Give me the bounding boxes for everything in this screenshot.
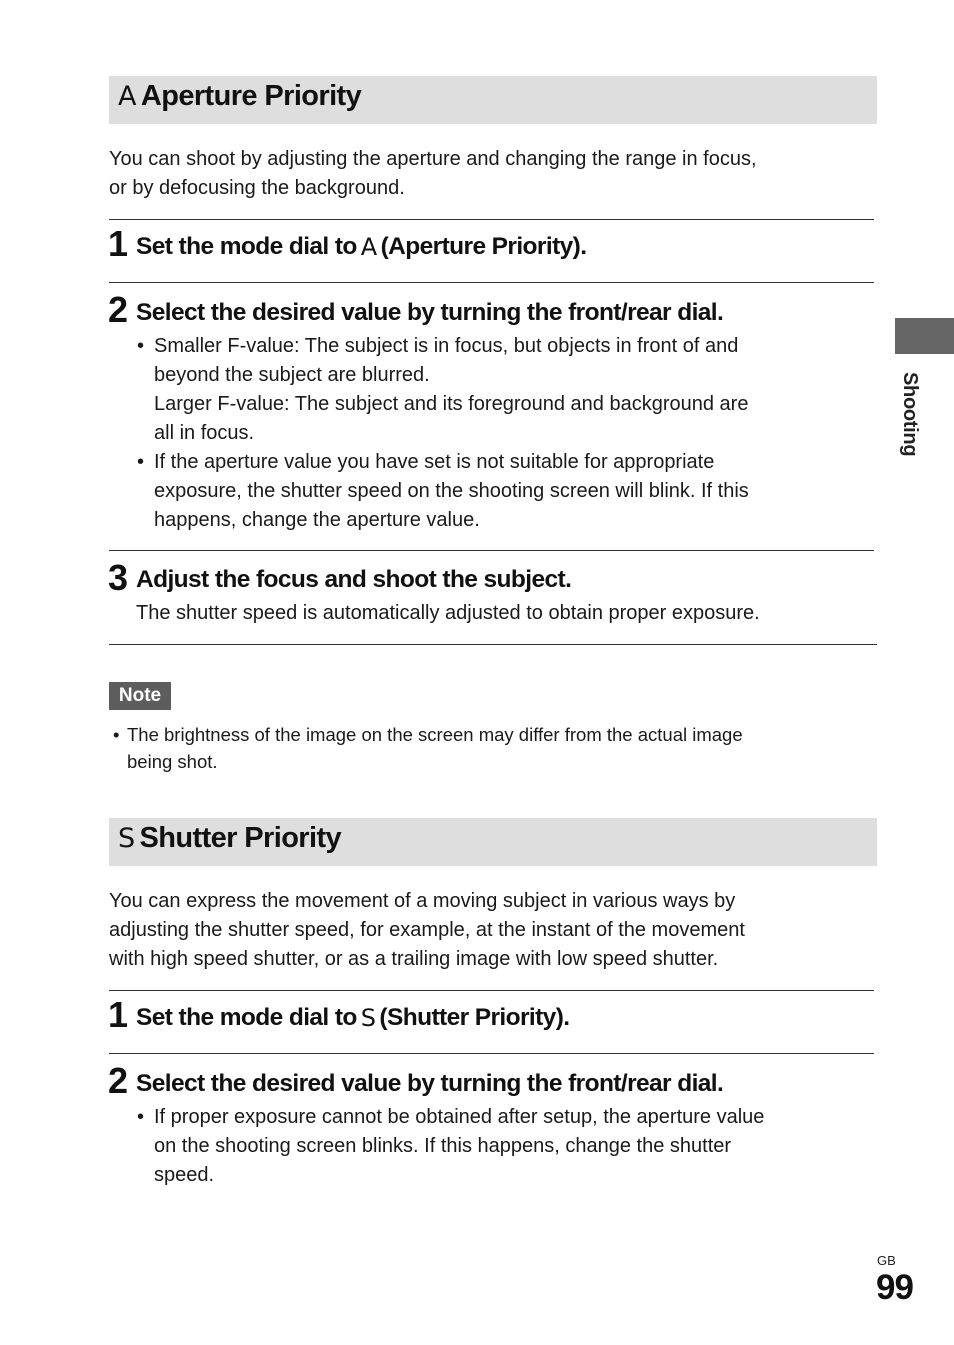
region-code: GB (877, 1253, 896, 1268)
divider (109, 550, 874, 551)
step-text-post: (Shutter Priority). (379, 1004, 570, 1031)
bullet-icon: • (113, 724, 120, 745)
divider (109, 1053, 874, 1054)
shutter-mode-icon: S (360, 1004, 376, 1032)
aperture-mode-icon: A (118, 81, 136, 112)
aperture-mode-icon: A (360, 233, 377, 261)
bullet-line: If proper exposure cannot be obtained after setup, the aperture value (154, 1106, 765, 1128)
note-badge: Note (109, 682, 171, 710)
divider (109, 219, 874, 220)
intro-line: or by defocusing the background. (109, 177, 405, 199)
section-title (118, 822, 341, 855)
step-instruction: Select the desired value by turning the front/rear dial. (136, 1070, 724, 1097)
bullet-icon: • (137, 451, 145, 473)
divider (109, 644, 877, 645)
step-text-post: (Aperture Priority). (380, 233, 587, 260)
note-line: being shot. (127, 751, 218, 772)
divider (109, 282, 874, 283)
bullet-line: speed. (154, 1164, 215, 1186)
intro-line: You can shoot by adjusting the aperture and changing the range in focus, (109, 148, 757, 170)
bullet-item (136, 448, 876, 535)
step-bullet-list (136, 1103, 876, 1190)
aperture-intro (109, 145, 879, 203)
step-bullet-list (136, 332, 876, 535)
section-title (118, 80, 361, 113)
note-list (113, 721, 873, 775)
bullet-item (136, 332, 876, 448)
intro-line: adjusting the shutter speed, for example, at the instant of the movement (109, 919, 745, 941)
note-item (113, 721, 873, 775)
step-text-pre: Set the mode dial to (136, 233, 357, 260)
bullet-line: exposure, the shutter speed on the shooting screen will blink. If this (154, 480, 749, 502)
step-number: 3 (108, 557, 129, 598)
divider (109, 990, 874, 991)
shutter-priority-header (109, 818, 877, 866)
step-number: 1 (108, 223, 129, 264)
step-instruction (136, 1004, 569, 1032)
note-line: The brightness of the image on the screen may differ from the actual image (127, 724, 743, 745)
step-text-pre: Set the mode dial to (136, 1004, 357, 1031)
step-instruction: Adjust the focus and shoot the subject. (136, 566, 572, 593)
step-instruction: Select the desired value by turning the front/rear dial. (136, 299, 724, 326)
bullet-line: happens, change the aperture value. (154, 509, 480, 531)
bullet-line: If the aperture value you have set is not suitable for appropriate (154, 451, 715, 473)
side-tab-label: Shooting (899, 372, 921, 457)
step-number: 1 (108, 994, 129, 1035)
bullet-line: all in focus. (154, 422, 255, 444)
aperture-priority-title: Aperture Priority (140, 80, 362, 112)
step-instruction (136, 233, 586, 261)
shutter-mode-icon: S (118, 823, 135, 854)
bullet-icon: • (137, 1106, 145, 1128)
side-tab-marker (895, 318, 954, 354)
bullet-line: beyond the subject are blurred. (154, 364, 430, 386)
shutter-priority-title: Shutter Priority (139, 822, 342, 854)
bullet-icon: • (137, 335, 145, 357)
intro-line: You can express the movement of a moving subject in various ways by (109, 890, 736, 912)
shutter-intro (109, 887, 879, 974)
bullet-line: Smaller F-value: The subject is in focus, but objects in front of and (154, 335, 739, 357)
step-description: The shutter speed is automatically adjusted to obtain proper exposure. (136, 602, 760, 624)
aperture-priority-header (109, 76, 877, 124)
bullet-line: Larger F-value: The subject and its foreground and background are (154, 393, 749, 415)
step-number: 2 (108, 289, 129, 330)
bullet-line: on the shooting screen blinks. If this happens, change the shutter (154, 1135, 732, 1157)
page-number: 99 (876, 1268, 913, 1307)
bullet-item (136, 1103, 876, 1190)
intro-line: with high speed shutter, or as a trailing image with low speed shutter. (109, 948, 719, 970)
step-number: 2 (108, 1060, 129, 1101)
